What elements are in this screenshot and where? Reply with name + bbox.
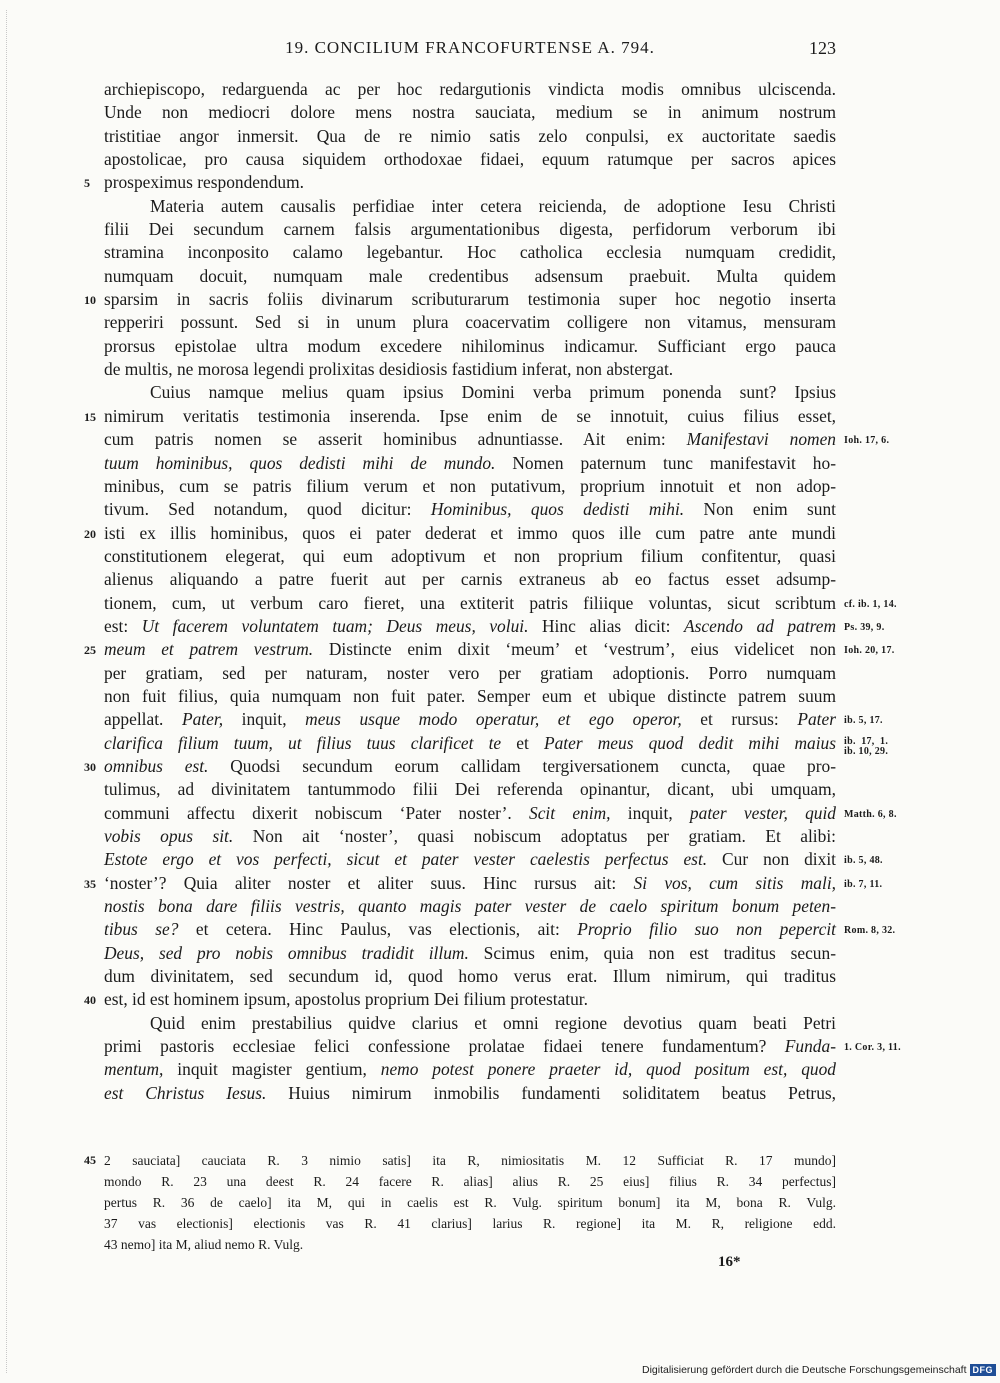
margin-reference: ib. 5, 17. [844, 715, 883, 727]
running-title: 19. CONCILIUM FRANCOFURTENSE A. 794. [285, 38, 655, 57]
text-line: 25 meum et patrem vestrum. Distincte enim dixit ‘meum’ et ‘vestrum’, eius videlicet non Ioh. 20, 17. [104, 638, 836, 661]
line-number: 35 [84, 876, 96, 891]
text-line: 35 ‘noster’? Quia aliter noster et aliter suus. Hinc rursus ait: Si vos, cum sitis mali, ib. 7, 11. [104, 872, 836, 895]
text-line: Quid enim prestabilius quidve clarius et omni regione devotius quam beati Petri [150, 1012, 836, 1033]
margin-reference: cf. ib. 1, 14. [844, 598, 897, 610]
signature-mark: 16* [718, 1254, 741, 1270]
text-line: tuum hominibus, quos dedisti mihi de mundo. Nomen paternum tunc manifestavit ho- [104, 452, 836, 473]
text-line: repperiri possunt. Sed si in unum plura coacervatim colligere non vitamus, mensuram [104, 312, 836, 333]
margin-reference: ib. 5, 48. [844, 855, 883, 867]
line-number: 25 [84, 643, 96, 658]
text-line: filii Dei secundum carnem falsis argumentationibus digesta, perfidorum verborum ibi [104, 219, 836, 240]
text-line: Deus, sed pro nobis omnibus tradidit illum. Scimus enim, quia non est traditus secun- [104, 942, 836, 963]
line-number: 40 [84, 993, 96, 1008]
margin-reference: Rom. 8, 32. [844, 925, 896, 937]
text-line: 15 nimirum veritatis testimonia inserenda. Ipse enim de se innotuit, cuius filius esset, [104, 405, 836, 428]
text-line: communi affectu dixerit nobiscum ‘Pater noster’. Scit enim, inquit, pater vester, quid Matth. 6, 8. [104, 802, 836, 825]
text-line: minibus, cum se patris filium verum et non putativum, proprium innotuit et non adop- [104, 475, 836, 496]
page-edge-mark [6, 10, 8, 1373]
text-line: 40 est, id est hominem ipsum, apostolus proprium Dei filium protestatur. [104, 988, 836, 1011]
line-number: 5 [84, 176, 90, 191]
running-header [104, 38, 836, 64]
text-line: cum patris nomen se asserit hominibus adnuntiasse. Ait enim: Manifestavi nomen Ioh. 17, 6. [104, 428, 836, 451]
text-line: tivum. Sed notandum, quod dicitur: Hominibus, quos dedisti mihi. Non enim sunt [104, 499, 836, 520]
text-line: tionem, cum, ut verbum caro fieret, una extiterit patris filiique voluntas, sicut scribtum cf. ib. 1, 14. [104, 592, 836, 615]
text-line: primi pastoris ecclesiae felici confessione prolatae fidaei tenere fundamentum? Funda- 1. Cor. 3, 11. [104, 1035, 836, 1058]
text-line: 5 prospeximus respondendum. [104, 171, 836, 194]
apparatus-line: pertus R. 36 de caelo] ita M, qui in caelis est R. Vulg. spiritum bonum] ita M, bona R. Vulg. [104, 1195, 836, 1210]
text-line: mentum, inquit magister gentium, nemo potest ponere praeter id, quod positum est, quod [104, 1059, 836, 1080]
text-line: constitutionem elegerat, qui eum adoptivum et non proprium filium confitentur, quasi [104, 545, 836, 566]
apparatus-line: 37 vas electionis] electionis vas R. 41 clarius] larius R. regione] ita M. R, religione edd. [104, 1216, 836, 1231]
text-line: est Christus Iesus. Huius nimirum inmobilis fundamenti soliditatem beatus Petrus, [104, 1082, 836, 1103]
text-line: dum divinitatem, sed secundum id, quod homo verus erat. Illum nimirum, qui traditus [104, 966, 836, 987]
text-line: Cuius namque melius quam ipsius Domini verba primum ponenda sunt? Ipsius [150, 382, 836, 403]
text-line: prorsus epistolae ultra modum excedere nihilominus indicamur. Sufficiant ergo pauca [104, 335, 836, 356]
apparatus-line: 43 nemo] ita M, aliud nemo R. Vulg. [104, 1237, 304, 1252]
text-line: Estote ergo et vos perfecti, sicut et pater vester caelestis perfectus est. Cur non dixit ib. 5, 48. [104, 848, 836, 871]
text-line: alienus aliquando a patre fuerit aut per carnis extraneus ab eo factus esset adsump- [104, 569, 836, 590]
margin-reference: ib. 7, 11. [844, 878, 883, 890]
text-line: 10 sparsim in sacris foliis divinarum scributurarum testimonia super hoc negotio inserta [104, 288, 836, 311]
line-number: 20 [84, 526, 96, 541]
funding-text: Digitalisierung gefördert durch die Deutsche Forschungsgemeinschaft [641, 1364, 967, 1376]
margin-reference: ib. 17, 1. ib. 10, 29. [844, 735, 889, 757]
text-line: 30 omnibus est. Quodsi secundum eorum callidam tergiversationem cuncta, quae pro- [104, 755, 836, 778]
line-number: 45 [84, 1153, 96, 1167]
text-line: tibus se? et cetera. Hinc Paulus, vas electionis, ait: Proprio filio suo non pepercit Rom. 8, 32. [104, 918, 836, 941]
margin-reference: Matth. 6, 8. [844, 808, 897, 820]
main-text [84, 78, 901, 1105]
text-line: non fuit filius, quia numquam non fuit pater. Semper eum et ubique distincte patrem suum [104, 685, 836, 706]
text-line: appellat. Pater, inquit, meus usque modo operatur, et ego operor, et rursus: Pater ib. 5, 17. [104, 708, 836, 731]
line-number: 15 [84, 409, 96, 424]
margin-reference: Ps. 39, 9. [844, 621, 885, 633]
margin-reference: Ioh. 20, 17. [844, 645, 895, 657]
text-line: numquam docuit, numquam male credentibus adsensum praebuit. Multa quidem [104, 265, 836, 286]
text-line: apostolicae, pro causa siquidem orthodoxae fidaei, equum ratumque per sacros apices [104, 149, 836, 170]
dfg-logo: DFG [970, 1364, 997, 1376]
line-number: 10 [84, 293, 96, 308]
text-line: archiepiscopo, redarguenda ac per hoc redargutionis vindicta modis omnibus ulciscenda. [104, 79, 836, 99]
margin-reference: 1. Cor. 3, 11. [844, 1042, 901, 1054]
text-line: tulimus, ad divinitatem tantummodo filii Dei referenda opinantur, dicant, ubi umquam, [104, 779, 836, 800]
apparatus-line: 45 2 sauciata] cauciata R. 3 nimio satis] ita R, nimiositatis M. 12 Sufficiat R. 17 mundo] [104, 1150, 836, 1171]
text-line: vobis opus sit. Non ait ‘noster’, quasi nobiscum adoptatus per gratiam. Et alibi: [104, 826, 836, 846]
text-line: 20 isti ex illis hominibus, quos ei pater dederat et immo quos ille cum patre ante mundi [104, 522, 836, 545]
text-line: tristitiae angor inmersit. Qua de re nimio satis zelo conpulsi, ex auctoritate saedis [104, 125, 836, 146]
text-line: clarifica filium tuum, ut filius tuus clarificet te et Pater meus quod dedit mihi maius ib. 17, 1. ib. 10, 29. [104, 732, 889, 757]
page-number: 123 [809, 38, 836, 58]
text-line: stramina inconposito calamo legebantur. Hoc catholica ecclesia numquam credidit, [104, 242, 836, 263]
text-line: est: Ut facerem voluntatem tuam; Deus meus, volui. Hinc alias dicit: Ascendo ad patrem Ps. 39, 9. [104, 615, 836, 638]
text-line: nostis bona dare filiis vestris, quanto magis pater vester de caelo spiritum bonum peten- [104, 896, 836, 917]
critical-apparatus [84, 1150, 836, 1255]
apparatus-line: mondo R. 23 una deest R. 24 facere R. alias] alius R. 25 eius] filius R. 34 perfectus] [104, 1174, 836, 1189]
text-line: Materia autem causalis perfidiae inter cetera reicienda, de adoptione Iesu Christi [150, 195, 836, 216]
line-number: 30 [84, 759, 96, 774]
text-line: per gratiam, sed per naturam, noster vero per gratiam adoptionis. Porro numquam [104, 662, 836, 683]
text-line: de multis, ne morosa legendi prolixitas desidiosis fastidium inferat, non abstergat. [104, 359, 674, 380]
text-line: Unde non mediocri dolore mens nostra sauciata, medium se in animum nostrum [104, 102, 836, 123]
margin-reference: Ioh. 17, 6. [844, 435, 890, 447]
funding-note [642, 1363, 996, 1377]
